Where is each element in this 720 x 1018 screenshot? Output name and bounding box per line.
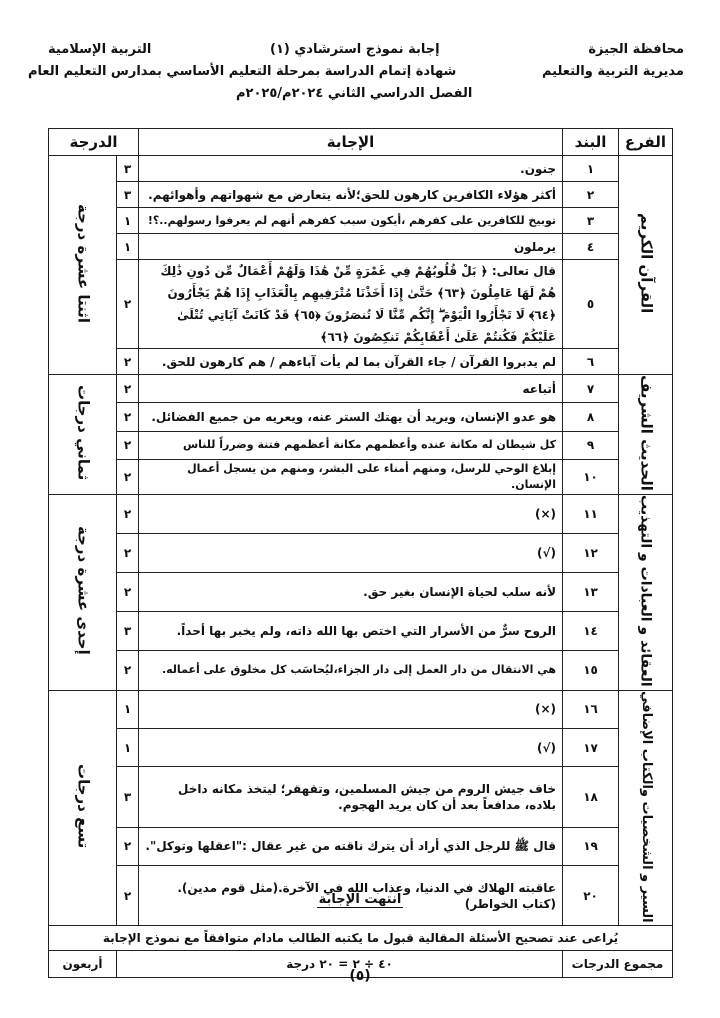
- item-number: ٤: [563, 234, 619, 260]
- directorate: مديرية التربية والتعليم: [541, 64, 684, 79]
- table-row: [49, 260, 673, 349]
- answer-text: هي الانتقال من دار العمل إلى دار الجزاء،ليُحاسَب كل مخلوق على أعماله.: [139, 651, 563, 690]
- table-row: [49, 651, 673, 690]
- col-branch-header: الفرع: [619, 129, 673, 156]
- item-score: ٢: [117, 375, 139, 403]
- certificate-title: شهادة إتمام الدراسة بمرحلة التعليم الأساسي بمدارس التعليم العام: [28, 64, 457, 79]
- item-number: ٨: [563, 403, 619, 431]
- item-score: ٢: [117, 349, 139, 375]
- branch-quran: القرآن الكريم: [619, 156, 673, 375]
- branch-hadith: الحديث الشريف: [619, 375, 673, 495]
- answer-text: عاقبته الهلاك في الدنيا، وعذاب الله في الآخرة.(مثل قوم مدين). (كتاب الخواطر): [139, 865, 563, 925]
- item-number: ١٩: [563, 827, 619, 865]
- answer-text: لم يدبروا القرآن / جاء القرآن بما لم يأت آباءهم / هم كارهون للحق.: [139, 349, 563, 375]
- page-number: (٥): [349, 968, 371, 984]
- answer-text: إبلاغ الوحي للرسل، ومنهم أمناء على البشر، ومنهم من يسجل أعمال الإنسان.: [139, 460, 563, 495]
- grading-note: يُراعى عند تصحيح الأسئلة المقالية قبول ما يكتبه الطالب مادام متوافقاً مع نموذج الإجابة: [49, 926, 673, 951]
- subject-title: التربية الإسلامية: [48, 42, 152, 57]
- item-number: ١٠: [563, 460, 619, 495]
- table-row: [49, 234, 673, 260]
- table-row: [49, 728, 673, 766]
- item-number: ٦: [563, 349, 619, 375]
- col-grade-header: الدرجة: [49, 129, 139, 156]
- item-number: ١٣: [563, 573, 619, 612]
- answer-text: خاف جيش الروم من جيش المسلمين، وتقهقر؛ ليتخذ مكانه داخل بلاده، مدافعاً بعد أن كان يريد الهجوم.: [139, 767, 563, 827]
- answer-text: لأنه سلب لحياة الإنسان بغير حق.: [139, 573, 563, 612]
- branch-beliefs: العقائد و العبادات و التهذيب: [619, 494, 673, 690]
- quran-verses: قال تعالى: ﴿ بَلْ قُلُوبُهُمْ فِي غَمْرَةٍ مِّنْ هَٰذَا وَلَهُمْ أَعْمَالٌ مِّن دُونِ ذَٰلِكَ هُمْ لَهَا عَامِلُونَ ﴿٦٣﴾ حَتَّىٰ إِذَا أَخَذْنَا مُتْرَفِيهِم بِالْعَذَابِ إِذَا هُمْ يَجْأَرُونَ ﴿٦٤﴾ لَا تَجْأَرُوا الْيَوْمَ ۖ إِنَّكُم مِّنَّا لَا تُنصَرُونَ ﴿٦٥﴾ قَدْ كَانَتْ آيَاتِي تُتْلَىٰ عَلَيْكُمْ فَكُنتُمْ عَلَىٰ أَعْقَابِكُمْ تَنكِصُونَ ﴿٦٦﴾: [139, 260, 563, 349]
- item-score: ٢: [117, 827, 139, 865]
- item-number: ٣: [563, 208, 619, 234]
- total-words: أربعون: [49, 951, 117, 978]
- table-row: [49, 827, 673, 865]
- item-number: ١٤: [563, 612, 619, 651]
- item-score: ١: [117, 234, 139, 260]
- exam-title: إجابة نموذج استرشادي (١): [270, 42, 440, 57]
- item-number: ٧: [563, 375, 619, 403]
- col-answer-header: الإجابة: [139, 129, 563, 156]
- answer-text: قال ﷺ للرجل الذي أراد أن يترك ناقته من غير عقال :"اعقلها وتوكل".: [139, 827, 563, 865]
- term-title: الفصل الدراسي الثاني ٢٠٢٤م/٢٠٢٥م: [236, 86, 473, 101]
- item-number: ١٦: [563, 690, 619, 728]
- col-item-header: البند: [563, 129, 619, 156]
- table-row: [49, 534, 673, 573]
- answer-text: هو عدو الإنسان، ويريد أن يهتك الستر عنه، ويعريه من جميع الفضائل.: [139, 403, 563, 431]
- item-score: ٣: [117, 767, 139, 827]
- table-row: [49, 573, 673, 612]
- item-score: ٣: [117, 156, 139, 182]
- table-row: [49, 375, 673, 403]
- item-score: ١: [117, 690, 139, 728]
- item-score: ١: [117, 208, 139, 234]
- answer-text: كل شيطان له مكانة عنده وأعظمهم مكانة أعظمهم فتنة وضرراً للناس: [139, 431, 563, 459]
- section-total-beliefs: إحدى عشرة درجة: [49, 494, 117, 690]
- answer-text: جنون.: [139, 156, 563, 182]
- item-score: ٢: [117, 534, 139, 573]
- table-row: [49, 494, 673, 533]
- table-header-row: [49, 129, 673, 156]
- item-number: ٥: [563, 260, 619, 349]
- answer-text: يرملون: [139, 234, 563, 260]
- table-row: [49, 612, 673, 651]
- total-label: مجموع الدرجات: [563, 951, 673, 978]
- item-score: ١: [117, 728, 139, 766]
- answer-text: الروح سرٌّ من الأسرار التي اختص بها الله ذاته، ولم يخبر بها أحداً.: [139, 612, 563, 651]
- table-row: [49, 460, 673, 495]
- answer-text: أتباعه: [139, 375, 563, 403]
- header-line-3: [0, 84, 720, 104]
- item-score: ٢: [117, 403, 139, 431]
- item-number: ٩: [563, 431, 619, 459]
- item-score: ٣: [117, 612, 139, 651]
- header-line-2: [0, 62, 720, 82]
- table-row: [49, 349, 673, 375]
- item-number: ١: [563, 156, 619, 182]
- table-row: [49, 208, 673, 234]
- item-number: ١٨: [563, 767, 619, 827]
- item-number: ٢٠: [563, 865, 619, 925]
- answer-text: (√): [139, 534, 563, 573]
- item-score: ٣: [117, 182, 139, 208]
- table-row: [49, 182, 673, 208]
- item-score: ٢: [117, 651, 139, 690]
- item-score: ٢: [117, 260, 139, 349]
- item-number: ١٢: [563, 534, 619, 573]
- item-number: ٢: [563, 182, 619, 208]
- answer-table: [48, 128, 673, 978]
- note-row: [49, 926, 673, 951]
- table-row: [49, 156, 673, 182]
- item-number: ١١: [563, 494, 619, 533]
- branch-biography: السير و الشخصيات والكتاب الإضافي: [619, 690, 673, 926]
- item-score: ٢: [117, 494, 139, 533]
- answer-text: (×): [139, 690, 563, 728]
- table-row: [49, 690, 673, 728]
- section-total-biography: تسع درجات: [49, 690, 117, 926]
- answer-text: (√): [139, 728, 563, 766]
- item-number: ١٧: [563, 728, 619, 766]
- table-row: [49, 431, 673, 459]
- table-row: [49, 767, 673, 827]
- end-text: انتهت الإجابة: [318, 892, 402, 907]
- answer-text: توبيخ للكافرين على كفرهم ،أيكون سبب كفرهم أنهم لم يعرفوا رسولهم..؟!: [139, 208, 563, 234]
- answer-text: أكثر هؤلاء الكافرين كارهون للحق؛لأنه يتعارض مع شهواتهم وأهوائهم.: [139, 182, 563, 208]
- end-of-answers: [0, 892, 720, 907]
- answer-text: (×): [139, 494, 563, 533]
- section-total-quran: اثنتا عشرة درجة: [49, 156, 117, 375]
- item-score: ٢: [117, 460, 139, 495]
- header-line-1: [0, 40, 720, 60]
- item-score: ٢: [117, 431, 139, 459]
- item-score: ٢: [117, 573, 139, 612]
- section-total-hadith: ثماني درجات: [49, 375, 117, 495]
- item-score: ٢: [117, 865, 139, 925]
- item-number: ١٥: [563, 651, 619, 690]
- table-row: [49, 403, 673, 431]
- total-calculation: ٤٠ ÷ ٢ = ٢٠ درجة: [117, 951, 563, 978]
- governorate: محافظة الجيزة: [588, 42, 684, 57]
